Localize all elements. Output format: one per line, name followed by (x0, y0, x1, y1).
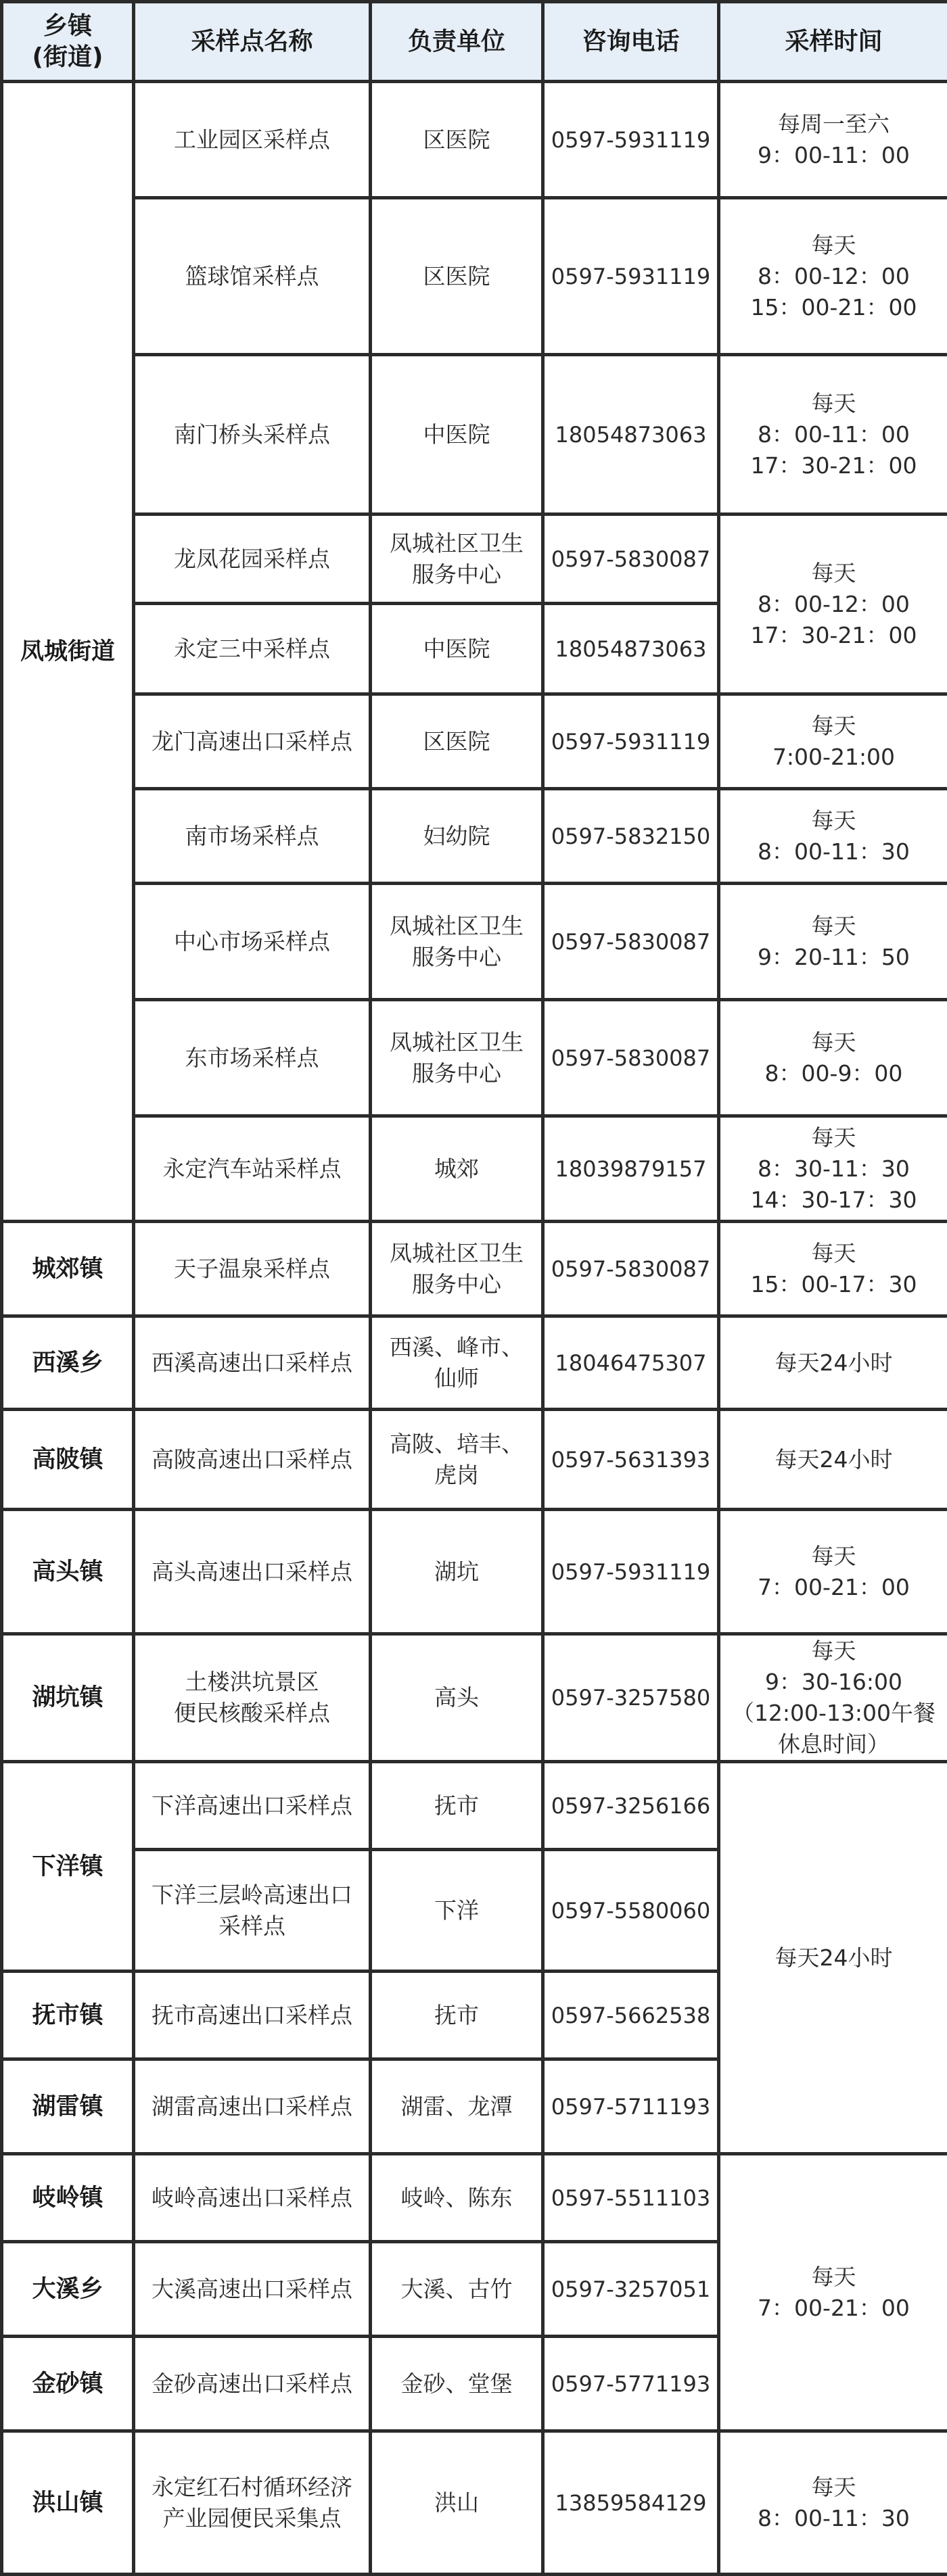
phone-cell: 0597-5631393 (543, 1410, 719, 1510)
phone-cell: 0597-5711193 (543, 2059, 719, 2154)
town-cell: 大溪乡 (2, 2242, 134, 2337)
site-cell: 西溪高速出口采样点 (134, 1316, 371, 1410)
unit-cell: 凤城社区卫生 服务中心 (371, 884, 543, 1000)
table-row (2, 1222, 947, 1316)
unit-cell: 中医院 (371, 604, 543, 694)
table-row (2, 1510, 947, 1634)
town-cell: 金砂镇 (2, 2337, 134, 2431)
site-cell: 金砂高速出口采样点 (134, 2337, 371, 2431)
phone-cell: 13859584129 (543, 2431, 719, 2575)
site-cell: 天子温泉采样点 (134, 1222, 371, 1316)
phone-cell: 0597-5931119 (543, 198, 719, 355)
phone-cell: 0597-5931119 (543, 1510, 719, 1634)
phone-cell: 0597-3257051 (543, 2242, 719, 2337)
unit-cell: 岐岭、陈东 (371, 2154, 543, 2242)
unit-cell: 妇幼院 (371, 789, 543, 884)
table-header-row (2, 2, 947, 82)
unit-cell: 区医院 (371, 82, 543, 198)
unit-cell: 抚市 (371, 1972, 543, 2059)
table-row (2, 1410, 947, 1510)
time-cell: 每天 8：00-9：00 (719, 1000, 947, 1116)
site-cell: 永定红石村循环经济 产业园便民采集点 (134, 2431, 371, 2575)
phone-cell: 0597-5931119 (543, 82, 719, 198)
time-cell: 每天24小时 (719, 1316, 947, 1410)
unit-cell: 湖雷、龙潭 (371, 2059, 543, 2154)
header-town: 乡镇 (街道) (2, 2, 134, 82)
time-cell: 每天 15：00-17：30 (719, 1222, 947, 1316)
town-cell: 城郊镇 (2, 1222, 134, 1316)
unit-cell: 大溪、古竹 (371, 2242, 543, 2337)
site-cell: 湖雷高速出口采样点 (134, 2059, 371, 2154)
phone-cell: 0597-5832150 (543, 789, 719, 884)
site-cell: 篮球馆采样点 (134, 198, 371, 355)
site-cell: 下洋高速出口采样点 (134, 1762, 371, 1850)
time-cell: 每天 8：00-11：30 (719, 789, 947, 884)
table-row (2, 355, 947, 515)
phone-cell: 0597-5931119 (543, 694, 719, 789)
unit-cell: 下洋 (371, 1850, 543, 1972)
town-cell: 洪山镇 (2, 2431, 134, 2575)
unit-cell: 湖坑 (371, 1510, 543, 1634)
time-cell: 每天 9：20-11：50 (719, 884, 947, 1000)
phone-cell: 18054873063 (543, 604, 719, 694)
unit-cell: 金砂、堂堡 (371, 2337, 543, 2431)
table-row (2, 198, 947, 355)
header-phone: 咨询电话 (543, 2, 719, 82)
phone-cell: 0597-3256166 (543, 1762, 719, 1850)
time-cell: 每天 8：00-11：30 (719, 2431, 947, 2575)
site-cell: 土楼洪坑景区 便民核酸采样点 (134, 1634, 371, 1762)
site-cell: 下洋三层岭高速出口 采样点 (134, 1850, 371, 1972)
town-cell: 高头镇 (2, 1510, 134, 1634)
unit-cell: 凤城社区卫生 服务中心 (371, 515, 543, 604)
table-row (2, 82, 947, 198)
town-cell: 高陂镇 (2, 1410, 134, 1510)
unit-cell: 西溪、峰市、 仙师 (371, 1316, 543, 1410)
site-cell: 永定汽车站采样点 (134, 1116, 371, 1222)
site-cell: 大溪高速出口采样点 (134, 2242, 371, 2337)
site-cell: 抚市高速出口采样点 (134, 1972, 371, 2059)
table-row (2, 2154, 947, 2242)
time-cell: 每天 7：00-21：00 (719, 2154, 947, 2431)
table-row (2, 1762, 947, 1850)
unit-cell: 抚市 (371, 1762, 543, 1850)
table-row (2, 1116, 947, 1222)
time-cell: 每天 8：00-11：00 17：30-21：00 (719, 355, 947, 515)
site-cell: 永定三中采样点 (134, 604, 371, 694)
town-cell: 岐岭镇 (2, 2154, 134, 2242)
phone-cell: 18039879157 (543, 1116, 719, 1222)
unit-cell: 高头 (371, 1634, 543, 1762)
unit-cell: 城郊 (371, 1116, 543, 1222)
town-cell: 湖雷镇 (2, 2059, 134, 2154)
site-cell: 高陂高速出口采样点 (134, 1410, 371, 1510)
unit-cell: 凤城社区卫生 服务中心 (371, 1222, 543, 1316)
site-cell: 岐岭高速出口采样点 (134, 2154, 371, 2242)
header-site: 采样点名称 (134, 2, 371, 82)
phone-cell: 0597-5771193 (543, 2337, 719, 2431)
site-cell: 中心市场采样点 (134, 884, 371, 1000)
phone-cell: 0597-5830087 (543, 1222, 719, 1316)
phone-cell: 0597-5580060 (543, 1850, 719, 1972)
site-cell: 高头高速出口采样点 (134, 1510, 371, 1634)
phone-cell: 0597-5830087 (543, 1000, 719, 1116)
phone-cell: 18054873063 (543, 355, 719, 515)
site-cell: 南门桥头采样点 (134, 355, 371, 515)
site-cell: 东市场采样点 (134, 1000, 371, 1116)
table-row (2, 1316, 947, 1410)
time-cell: 每天24小时 (719, 1410, 947, 1510)
unit-cell: 凤城社区卫生 服务中心 (371, 1000, 543, 1116)
time-cell: 每天 8：30-11：30 14：30-17：30 (719, 1116, 947, 1222)
time-cell: 每天24小时 (719, 1762, 947, 2154)
time-cell: 每天 9：30-16:00 （12:00-13:00午餐 休息时间） (719, 1634, 947, 1762)
header-time: 采样时间 (719, 2, 947, 82)
table-row (2, 789, 947, 884)
site-cell: 南市场采样点 (134, 789, 371, 884)
town-cell: 西溪乡 (2, 1316, 134, 1410)
town-cell: 抚市镇 (2, 1972, 134, 2059)
town-cell: 凤城街道 (2, 82, 134, 1222)
town-cell: 下洋镇 (2, 1762, 134, 1972)
phone-cell: 0597-5830087 (543, 515, 719, 604)
unit-cell: 区医院 (371, 694, 543, 789)
table-row (2, 1000, 947, 1116)
time-cell: 每天 7:00-21:00 (719, 694, 947, 789)
header-unit: 负责单位 (371, 2, 543, 82)
site-cell: 龙凤花园采样点 (134, 515, 371, 604)
unit-cell: 洪山 (371, 2431, 543, 2575)
table-row (2, 515, 947, 604)
time-cell: 每天 8：00-12：00 17：30-21：00 (719, 515, 947, 694)
site-cell: 工业园区采样点 (134, 82, 371, 198)
phone-cell: 0597-5511103 (543, 2154, 719, 2242)
phone-cell: 0597-5830087 (543, 884, 719, 1000)
table-row (2, 1634, 947, 1762)
time-cell: 每周一至六 9：00-11：00 (719, 82, 947, 198)
time-cell: 每天 7：00-21：00 (719, 1510, 947, 1634)
town-cell: 湖坑镇 (2, 1634, 134, 1762)
table-row (2, 884, 947, 1000)
time-cell: 每天 8：00-12：00 15：00-21：00 (719, 198, 947, 355)
site-cell: 龙门高速出口采样点 (134, 694, 371, 789)
table-row (2, 694, 947, 789)
phone-cell: 0597-3257580 (543, 1634, 719, 1762)
unit-cell: 区医院 (371, 198, 543, 355)
phone-cell: 0597-5662538 (543, 1972, 719, 2059)
phone-cell: 18046475307 (543, 1316, 719, 1410)
unit-cell: 高陂、培丰、 虎岗 (371, 1410, 543, 1510)
unit-cell: 中医院 (371, 355, 543, 515)
